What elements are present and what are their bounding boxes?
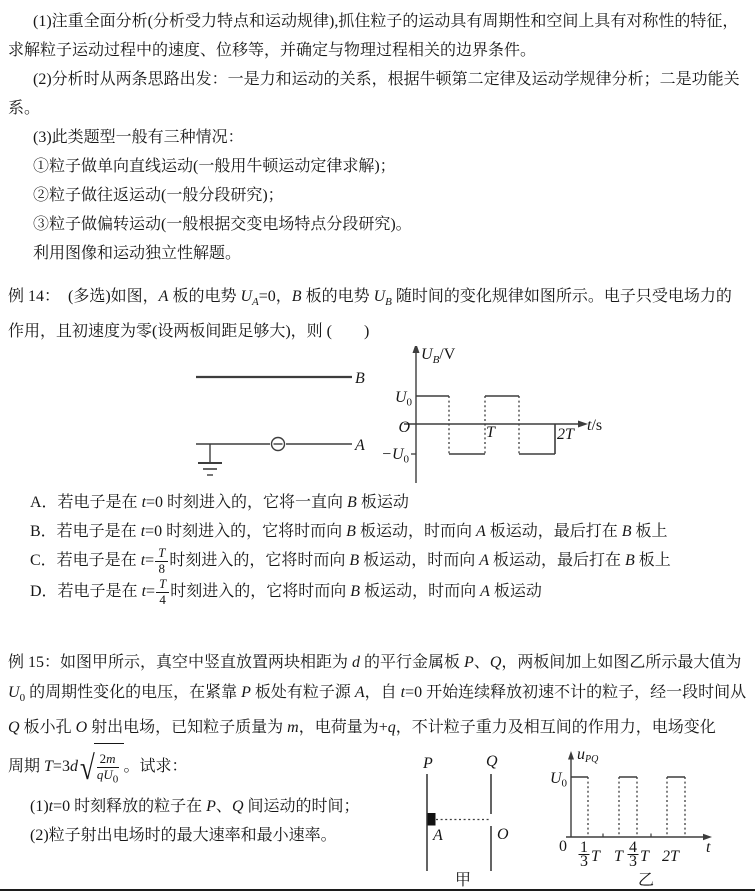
u0-tick-label: $U_0$ (549, 770, 567, 790)
yi-caption: 乙 (638, 872, 655, 889)
example14-intro: 例 14： (多选)如图，A 板的电势 $U_A=0$，B 板的电势 $U_B$ 随时间的变化规律如图所示。电子只受电场力的作用，且初速度为零(设两板间距足够大)，则 ( ) (8, 288, 732, 341)
x-axis-label: t (706, 839, 711, 856)
example15-question-2: (2)粒子射出电场时的最大速率和最小速率。 (30, 827, 337, 845)
ground-icon (198, 444, 222, 475)
fraction-denominator: 3 (580, 853, 588, 870)
fraction-numerator: 1 (580, 839, 588, 856)
example14-option-d: D．若电子是在 t= $\frac{T}{4}$ 时刻进入的，它将时而向 B 板运动，时而向 A 板运动 (30, 576, 542, 607)
jia-caption: 甲 (455, 872, 472, 889)
neg-u0-tick-label: $-U_0$ (381, 446, 409, 466)
example15-formula: 周期 T=3d√ $\frac{2m}{qU_0}$ 。试求： (8, 743, 747, 792)
y-axis-arrow-icon (413, 346, 420, 353)
note-paragraph-1: (1)注重全面分析(分析受力特点和运动规律),抓住粒子的运动具有周期性和空间上具有对称性的特征，求解粒子运动过程中的速度、位移等，并确定与物理过程相关的边界条件。 (8, 13, 739, 59)
source-a-label: A (433, 827, 443, 844)
origin-label: O (398, 419, 410, 437)
example14-option-a: A．若电子是在 t=0 时刻进入的，它将一直向 B 板运动 (30, 494, 409, 512)
note-item-3: ③粒子做偏转运动(一般根据交变电场特点分段研究)。 (33, 216, 412, 233)
hole-o-label: O (497, 826, 509, 843)
2t-tick-label: 2T (557, 426, 574, 444)
ub-t-graph (381, 346, 602, 483)
y-axis-arrow-icon (568, 751, 574, 760)
x-axis-label: t/s (587, 417, 603, 435)
note-item-2: ②粒子做往返运动(一般分段研究)； (33, 187, 284, 204)
jia-plates-diagram (422, 753, 509, 889)
fraction-denominator: 3 (629, 853, 637, 870)
note-paragraph-2: (2)分析时从两条思路出发：一是力和运动的关系，根据牛顿第二定律及运动学规律分析；二是功能关系。 (8, 71, 740, 117)
plate-q-label: Q (486, 753, 498, 770)
plate-p-label: P (423, 755, 433, 772)
fraction-suffix: T (591, 848, 600, 865)
wave-transition-dotted-lines (449, 396, 519, 454)
tick-one-third-t (579, 839, 602, 870)
y-axis-label: $U_B/V$ (421, 346, 456, 367)
tick-t-label: T (614, 848, 623, 865)
note-item-1: ①粒子做单向直线运动(一般用牛顿运动定律求解)； (33, 158, 396, 175)
example14-option-c: C．若电子是在 t= $\frac{T}{8}$ 时刻进入的，它将时而向 B 板运动，时而向 A 板运动，最后打在 B 板上 (30, 545, 671, 577)
capacitor-diagram (196, 377, 352, 475)
example15-figure-svg (412, 748, 755, 895)
page-bottom-rule (0, 889, 755, 891)
particle-source-icon (428, 813, 436, 826)
fraction-suffix: T (640, 848, 649, 865)
example15-question-1: (1)t=0 时刻释放的粒子在 P、Q 间运动的时间； (30, 798, 360, 816)
tick-four-thirds-t (628, 839, 651, 870)
fraction-numerator: 4 (629, 839, 637, 856)
u0-tick-label: $U_0$ (394, 389, 412, 409)
t-tick-label: T (486, 424, 495, 442)
note-paragraph-4: 利用图像和运动独立性解题。 (33, 245, 242, 262)
example15-intro: 例 15：如图甲所示，真空中竖直放置两块相距为 d 的平行金属板 P、Q，两板间加上如图乙所示最大值为 $U_0$ 的周期性变化的电压，在紧靠 P 板处有粒子源 A，自 t=0 开始连续释放初速不计的粒子，经一段时间从 Q 板小孔 O 射出电场，已知粒子质量为 m，电荷量为+q，不计粒子重力及相互间的作用力，电场变化 (8, 653, 747, 737)
plate-a-label: A (355, 437, 365, 455)
y-axis-label: uPQ (577, 748, 599, 765)
tick-2t-label: 2T (662, 848, 679, 865)
example14-figure (0, 346, 755, 484)
pulse-edges-dotted-lines (588, 777, 685, 837)
upq-t-graph (550, 748, 712, 889)
plate-b-label: B (355, 370, 365, 388)
example14-option-b: B．若电子是在 t=0 时刻进入的，它将时而向 B 板运动，时而向 A 板运动，最后打在 B 板上 (30, 523, 668, 541)
origin-label: 0 (559, 838, 567, 855)
note-paragraph-3: (3)此类题型一般有三种情况： (33, 129, 244, 146)
example14-figure-svg (0, 346, 755, 484)
